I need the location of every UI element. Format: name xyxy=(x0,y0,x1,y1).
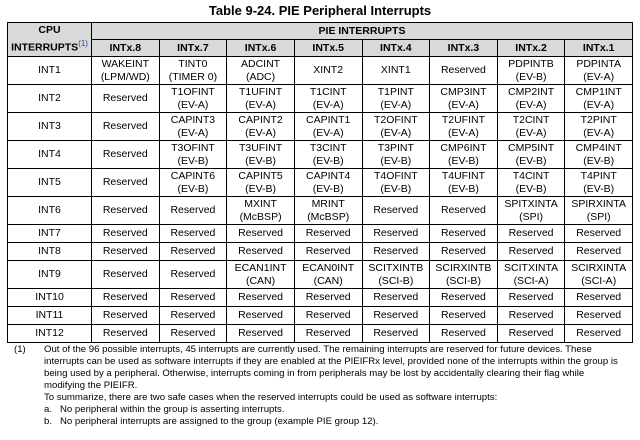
interrupt-cell xyxy=(497,169,565,197)
interrupt-cell xyxy=(430,289,498,307)
interrupt-name: WAKEINT xyxy=(101,57,150,70)
interrupt-cell xyxy=(565,325,633,343)
interrupt-name: Reserved xyxy=(373,245,419,257)
interrupt-cell xyxy=(362,225,430,243)
interrupt-name: PDPINTA xyxy=(576,57,622,70)
interrupt-source: (CAN) xyxy=(245,274,276,287)
interrupt-source: (EV-B) xyxy=(515,70,547,83)
interrupt-source: (EV-A) xyxy=(380,126,412,139)
interrupt-name: Reserved xyxy=(238,227,284,239)
interrupt-name: Reserved xyxy=(305,291,351,303)
interrupt-source: (EV-A) xyxy=(583,126,615,139)
cpu-interrupt-label: INT4 xyxy=(8,141,92,169)
interrupt-cell xyxy=(227,57,295,85)
interrupt-name: XINT1 xyxy=(380,64,411,76)
interrupt-name: Reserved xyxy=(170,204,216,216)
interrupt-cell xyxy=(92,57,160,85)
interrupt-cell xyxy=(159,57,227,85)
interrupt-name: CMP1INT xyxy=(575,85,622,98)
interrupt-name: T4CINT xyxy=(512,169,550,182)
interrupt-name: Reserved xyxy=(373,227,419,239)
interrupt-cell xyxy=(227,113,295,141)
interrupt-name: Reserved xyxy=(102,176,148,188)
interrupt-source: (EV-B) xyxy=(515,182,547,195)
interrupt-name: SPIRXINTA xyxy=(571,197,627,210)
interrupt-source: (EV-B) xyxy=(380,154,412,167)
interrupt-name: T3PINT xyxy=(377,141,414,154)
interrupt-cell xyxy=(565,113,633,141)
interrupt-name: Reserved xyxy=(576,227,622,239)
footnote-item-b xyxy=(44,416,624,428)
interrupt-name: T1OFINT xyxy=(171,85,215,98)
interrupt-cell xyxy=(227,197,295,225)
interrupt-name: Reserved xyxy=(102,291,148,303)
interrupt-name: T4OFINT xyxy=(373,169,418,182)
interrupt-source: (EV-A) xyxy=(515,126,547,139)
cpu-interrupt-label: INT12 xyxy=(8,325,92,343)
interrupt-name: Reserved xyxy=(170,327,216,339)
interrupt-cell xyxy=(497,261,565,289)
interrupt-cell xyxy=(362,141,430,169)
interrupt-name: CMP3INT xyxy=(440,85,487,98)
interrupt-cell xyxy=(159,169,227,197)
interrupt-name: Reserved xyxy=(102,268,148,280)
interrupt-name: Reserved xyxy=(508,291,554,303)
interrupt-name: T2UFINT xyxy=(441,113,486,126)
interrupt-name: Reserved xyxy=(373,291,419,303)
interrupt-cell xyxy=(159,325,227,343)
pie-interrupts-table xyxy=(7,22,633,343)
interrupt-name: Reserved xyxy=(440,327,486,339)
column-header: INTx.1 xyxy=(565,40,633,57)
interrupt-cell xyxy=(362,113,430,141)
interrupt-cell xyxy=(430,307,498,325)
interrupt-source: (SCI-A) xyxy=(581,274,617,287)
interrupt-cell xyxy=(92,169,160,197)
interrupt-cell xyxy=(294,197,362,225)
table-row xyxy=(8,289,633,307)
interrupt-cell xyxy=(497,307,565,325)
interrupt-name: Reserved xyxy=(373,309,419,321)
interrupt-cell xyxy=(565,197,633,225)
interrupt-name: Reserved xyxy=(305,309,351,321)
interrupt-name: CMP5INT xyxy=(508,141,555,154)
interrupt-name: Reserved xyxy=(102,148,148,160)
interrupt-name: Reserved xyxy=(373,204,419,216)
interrupt-cell xyxy=(497,325,565,343)
interrupt-source: (EV-A) xyxy=(177,126,209,139)
column-header: INTx.8 xyxy=(92,40,160,57)
interrupt-name: Reserved xyxy=(170,309,216,321)
interrupt-source: (EV-A) xyxy=(380,98,412,111)
interrupt-cell xyxy=(430,141,498,169)
table-row xyxy=(8,169,633,197)
interrupt-source: (McBSP) xyxy=(239,210,282,223)
table-row xyxy=(8,197,633,225)
interrupt-name: Reserved xyxy=(102,92,148,104)
table-row xyxy=(8,261,633,289)
interrupt-cell xyxy=(362,261,430,289)
interrupt-cell xyxy=(497,197,565,225)
interrupt-source: (EV-B) xyxy=(312,154,344,167)
interrupt-name: T2PINT xyxy=(580,113,617,126)
interrupt-name: Reserved xyxy=(305,327,351,339)
interrupt-cell xyxy=(92,289,160,307)
interrupt-cell xyxy=(92,197,160,225)
interrupt-cell xyxy=(294,307,362,325)
interrupt-name: T1UFINT xyxy=(238,85,283,98)
interrupt-name: Reserved xyxy=(508,327,554,339)
interrupt-cell xyxy=(430,57,498,85)
interrupt-source: (EV-B) xyxy=(447,154,479,167)
interrupt-name: T1CINT xyxy=(309,85,347,98)
interrupt-source: (EV-B) xyxy=(245,154,277,167)
interrupt-source: (SCI-B) xyxy=(378,274,414,287)
interrupt-name: Reserved xyxy=(440,245,486,257)
interrupt-name: SCIRXINTB xyxy=(435,261,492,274)
interrupt-cell xyxy=(430,197,498,225)
interrupt-cell xyxy=(565,243,633,261)
interrupt-name: MRINT xyxy=(311,197,345,210)
interrupt-source: (EV-A) xyxy=(583,98,615,111)
table-row xyxy=(8,141,633,169)
interrupt-name: Reserved xyxy=(576,309,622,321)
interrupt-source: (EV-A) xyxy=(245,98,277,111)
interrupt-cell xyxy=(294,85,362,113)
interrupt-name: T1PINT xyxy=(377,85,414,98)
interrupt-name: Reserved xyxy=(102,204,148,216)
interrupt-name: Reserved xyxy=(238,291,284,303)
interrupt-cell xyxy=(362,289,430,307)
interrupt-cell xyxy=(497,141,565,169)
interrupt-name: CAPINT4 xyxy=(306,169,351,182)
interrupt-source: (EV-B) xyxy=(447,182,479,195)
interrupt-name: Reserved xyxy=(170,245,216,257)
table-row xyxy=(8,225,633,243)
footnotes xyxy=(14,344,624,428)
interrupt-name: CAPINT2 xyxy=(238,113,283,126)
column-header: INTx.4 xyxy=(362,40,430,57)
interrupt-cell xyxy=(159,113,227,141)
interrupt-cell xyxy=(92,85,160,113)
cpu-interrupt-label: INT11 xyxy=(8,307,92,325)
interrupt-cell xyxy=(362,307,430,325)
interrupt-name: CAPINT3 xyxy=(170,113,216,126)
interrupt-cell xyxy=(227,243,295,261)
column-header: INTx.7 xyxy=(159,40,227,57)
interrupt-cell xyxy=(497,113,565,141)
interrupt-cell xyxy=(159,85,227,113)
interrupt-name: CMP4INT xyxy=(575,141,622,154)
interrupt-cell xyxy=(92,113,160,141)
interrupt-name: Reserved xyxy=(508,245,554,257)
cpu-interrupt-label: INT3 xyxy=(8,113,92,141)
interrupt-name: Reserved xyxy=(238,327,284,339)
footnote-item-label: b. xyxy=(44,416,53,427)
interrupt-cell xyxy=(430,261,498,289)
interrupt-name: MXINT xyxy=(244,197,277,210)
interrupt-cell xyxy=(362,57,430,85)
interrupt-cell xyxy=(92,243,160,261)
interrupt-source: (EV-A) xyxy=(447,98,479,111)
interrupt-source: (EV-A) xyxy=(447,126,479,139)
table-row xyxy=(8,243,633,261)
cpu-interrupt-label: INT6 xyxy=(8,197,92,225)
interrupt-cell xyxy=(430,85,498,113)
interrupt-cell xyxy=(565,225,633,243)
interrupt-name: T2OFINT xyxy=(373,113,418,126)
interrupt-name: Reserved xyxy=(170,291,216,303)
cpu-header-line2: INTERRUPTS xyxy=(11,41,79,54)
footnote-item-text: No peripheral interrupts are assigned to the group (example PIE group 12). xyxy=(60,416,379,427)
column-header: INTx.3 xyxy=(430,40,498,57)
interrupt-name: T3OFINT xyxy=(171,141,215,154)
pie-interrupts-header: PIE INTERRUPTS xyxy=(92,23,633,40)
interrupt-source: (EV-B) xyxy=(583,182,615,195)
interrupt-source: (EV-B) xyxy=(583,154,615,167)
interrupt-source: (LPM/WD) xyxy=(100,70,150,83)
footnote-item-label: a. xyxy=(44,404,53,415)
interrupt-cell xyxy=(159,261,227,289)
interrupt-source: (EV-A) xyxy=(583,70,615,83)
interrupt-cell xyxy=(294,57,362,85)
interrupt-name: Reserved xyxy=(102,245,148,257)
interrupt-source: (CAN) xyxy=(313,274,343,287)
interrupt-cell xyxy=(565,261,633,289)
interrupt-source: (EV-B) xyxy=(245,182,277,195)
interrupt-source: (EV-A) xyxy=(245,126,277,139)
interrupt-source: (EV-B) xyxy=(380,182,412,195)
footnote-item-a xyxy=(44,404,624,416)
interrupt-cell xyxy=(497,85,565,113)
interrupt-cell xyxy=(294,169,362,197)
interrupt-cell xyxy=(227,289,295,307)
cpu-interrupt-label: INT10 xyxy=(8,289,92,307)
footnote-1 xyxy=(14,344,624,428)
interrupt-cell xyxy=(430,243,498,261)
interrupt-name: Reserved xyxy=(238,309,284,321)
interrupt-source: (SCI-B) xyxy=(445,274,481,287)
interrupt-source: (EV-A) xyxy=(177,98,209,111)
interrupt-cell xyxy=(565,169,633,197)
cpu-interrupts-header xyxy=(8,23,92,57)
interrupt-name: Reserved xyxy=(508,227,554,239)
interrupt-cell xyxy=(565,85,633,113)
interrupt-name: PDPINTB xyxy=(508,57,554,70)
interrupt-source: (EV-B) xyxy=(515,154,547,167)
interrupt-cell xyxy=(430,169,498,197)
interrupt-name: Reserved xyxy=(440,309,486,321)
column-header: INTx.2 xyxy=(497,40,565,57)
interrupt-cell xyxy=(159,197,227,225)
column-header: INTx.5 xyxy=(294,40,362,57)
cpu-interrupt-label: INT2 xyxy=(8,85,92,113)
table-row xyxy=(8,325,633,343)
interrupt-name: T4PINT xyxy=(580,169,617,182)
footnote-number: (1) xyxy=(14,344,26,355)
interrupt-name: Reserved xyxy=(373,327,419,339)
cpu-interrupt-label: INT8 xyxy=(8,243,92,261)
interrupt-source: (EV-B) xyxy=(177,182,209,195)
interrupt-name: TINT0 xyxy=(178,57,208,70)
interrupt-name: CAPINT5 xyxy=(238,169,283,182)
footnote-text: Out of the 96 possible interrupts, 45 interrupts are currently used. The remaining interrupts are reserved for future devices. These interrupts can be used as software interrupts if they are enabled at the PIEIFRx level, provided none of the interrupts within the group is being used by a peripheral. Otherwise, interrupts coming in from peripherals may be lost by accidentally clearing their flag while modifying the PIEIFR. xyxy=(44,344,618,391)
interrupt-cell xyxy=(227,325,295,343)
table-row xyxy=(8,307,633,325)
interrupt-cell xyxy=(497,225,565,243)
interrupt-name: ECAN0INT xyxy=(302,261,355,274)
interrupt-cell xyxy=(430,325,498,343)
interrupt-name: CAPINT6 xyxy=(170,169,216,182)
interrupt-source: (TIMER 0) xyxy=(168,70,218,83)
interrupt-name: Reserved xyxy=(440,227,486,239)
interrupt-cell xyxy=(565,57,633,85)
interrupt-cell xyxy=(159,243,227,261)
interrupt-name: Reserved xyxy=(102,120,148,132)
interrupt-cell xyxy=(430,225,498,243)
cpu-interrupt-label: INT1 xyxy=(8,57,92,85)
interrupt-name: CAPINT1 xyxy=(306,113,351,126)
interrupt-source: (SCI-A) xyxy=(513,274,549,287)
interrupt-name: Reserved xyxy=(170,268,216,280)
interrupt-name: Reserved xyxy=(576,291,622,303)
interrupt-source: (EV-A) xyxy=(312,98,344,111)
interrupt-cell xyxy=(362,197,430,225)
interrupt-name: CMP6INT xyxy=(440,141,487,154)
interrupt-cell xyxy=(159,141,227,169)
interrupt-cell xyxy=(92,141,160,169)
interrupt-cell xyxy=(565,307,633,325)
interrupt-cell xyxy=(227,85,295,113)
interrupt-cell xyxy=(294,141,362,169)
interrupt-cell xyxy=(92,307,160,325)
interrupt-name: Reserved xyxy=(576,245,622,257)
interrupt-name: Reserved xyxy=(440,204,486,216)
cpu-interrupt-label: INT7 xyxy=(8,225,92,243)
interrupt-cell xyxy=(159,289,227,307)
interrupt-name: T4UFINT xyxy=(441,169,486,182)
column-header: INTx.6 xyxy=(227,40,295,57)
interrupt-cell xyxy=(294,289,362,307)
interrupt-name: Reserved xyxy=(305,227,351,239)
interrupt-cell xyxy=(92,325,160,343)
interrupt-source: (SPI) xyxy=(519,210,544,223)
interrupt-cell xyxy=(227,225,295,243)
interrupt-name: ADCINT xyxy=(241,57,281,70)
interrupt-name: Reserved xyxy=(576,327,622,339)
interrupt-name: T3CINT xyxy=(309,141,347,154)
interrupt-name: Reserved xyxy=(508,309,554,321)
interrupt-cell xyxy=(497,243,565,261)
interrupt-cell xyxy=(497,289,565,307)
interrupt-cell xyxy=(92,225,160,243)
interrupt-name: Reserved xyxy=(102,309,148,321)
interrupt-cell xyxy=(362,169,430,197)
interrupt-name: Reserved xyxy=(440,291,486,303)
interrupt-name: XINT2 xyxy=(313,64,344,76)
interrupt-name: Reserved xyxy=(238,245,284,257)
interrupt-name: Reserved xyxy=(305,245,351,257)
interrupt-cell xyxy=(159,307,227,325)
interrupt-cell xyxy=(565,289,633,307)
interrupt-cell xyxy=(227,169,295,197)
interrupt-cell xyxy=(362,325,430,343)
interrupt-cell xyxy=(159,225,227,243)
interrupt-cell xyxy=(294,243,362,261)
interrupt-source: (EV-B) xyxy=(312,182,344,195)
interrupt-cell xyxy=(294,113,362,141)
interrupt-cell xyxy=(294,261,362,289)
interrupt-name: Reserved xyxy=(170,227,216,239)
interrupt-cell xyxy=(227,141,295,169)
footnote-summary: To summarize, there are two safe cases when the reserved interrupts could be used as software interrupts: xyxy=(44,392,498,403)
table-row xyxy=(8,113,633,141)
interrupt-source: (EV-B) xyxy=(177,154,209,167)
interrupt-cell xyxy=(362,243,430,261)
interrupt-cell xyxy=(92,261,160,289)
cpu-interrupt-label: INT5 xyxy=(8,169,92,197)
interrupt-name: SCIRXINTA xyxy=(571,261,627,274)
cpu-header-line1: CPU xyxy=(38,24,61,37)
interrupt-name: CMP2INT xyxy=(508,85,555,98)
interrupt-cell xyxy=(362,85,430,113)
interrupt-cell xyxy=(294,225,362,243)
interrupt-name: SPITXINTA xyxy=(504,197,558,210)
interrupt-name: Reserved xyxy=(102,227,148,239)
interrupt-name: Reserved xyxy=(102,327,148,339)
interrupt-source: (SPI) xyxy=(586,210,611,223)
interrupt-name: T2CINT xyxy=(512,113,550,126)
interrupt-name: T3UFINT xyxy=(238,141,283,154)
interrupt-source: (EV-A) xyxy=(515,98,547,111)
interrupt-cell xyxy=(294,325,362,343)
footnote-item-text: No peripheral within the group is asserting interrupts. xyxy=(60,404,285,415)
interrupt-source: (ADC) xyxy=(245,70,276,83)
interrupt-cell xyxy=(227,307,295,325)
interrupt-name: SCITXINTA xyxy=(504,261,559,274)
table-row xyxy=(8,85,633,113)
interrupt-name: SCITXINTB xyxy=(368,261,424,274)
table-title: Table 9-24. PIE Peripheral Interrupts xyxy=(208,3,432,18)
footnote-link[interactable]: (1) xyxy=(78,39,88,49)
interrupt-name: Reserved xyxy=(440,64,486,76)
table-row xyxy=(8,57,633,85)
interrupt-cell xyxy=(497,57,565,85)
interrupt-name: ECAN1INT xyxy=(234,261,287,274)
interrupt-cell xyxy=(430,113,498,141)
interrupt-cell xyxy=(227,261,295,289)
interrupt-cell xyxy=(565,141,633,169)
interrupt-source: (EV-A) xyxy=(312,126,344,139)
cpu-interrupt-label: INT9 xyxy=(8,261,92,289)
interrupt-source: (McBSP) xyxy=(307,210,350,223)
